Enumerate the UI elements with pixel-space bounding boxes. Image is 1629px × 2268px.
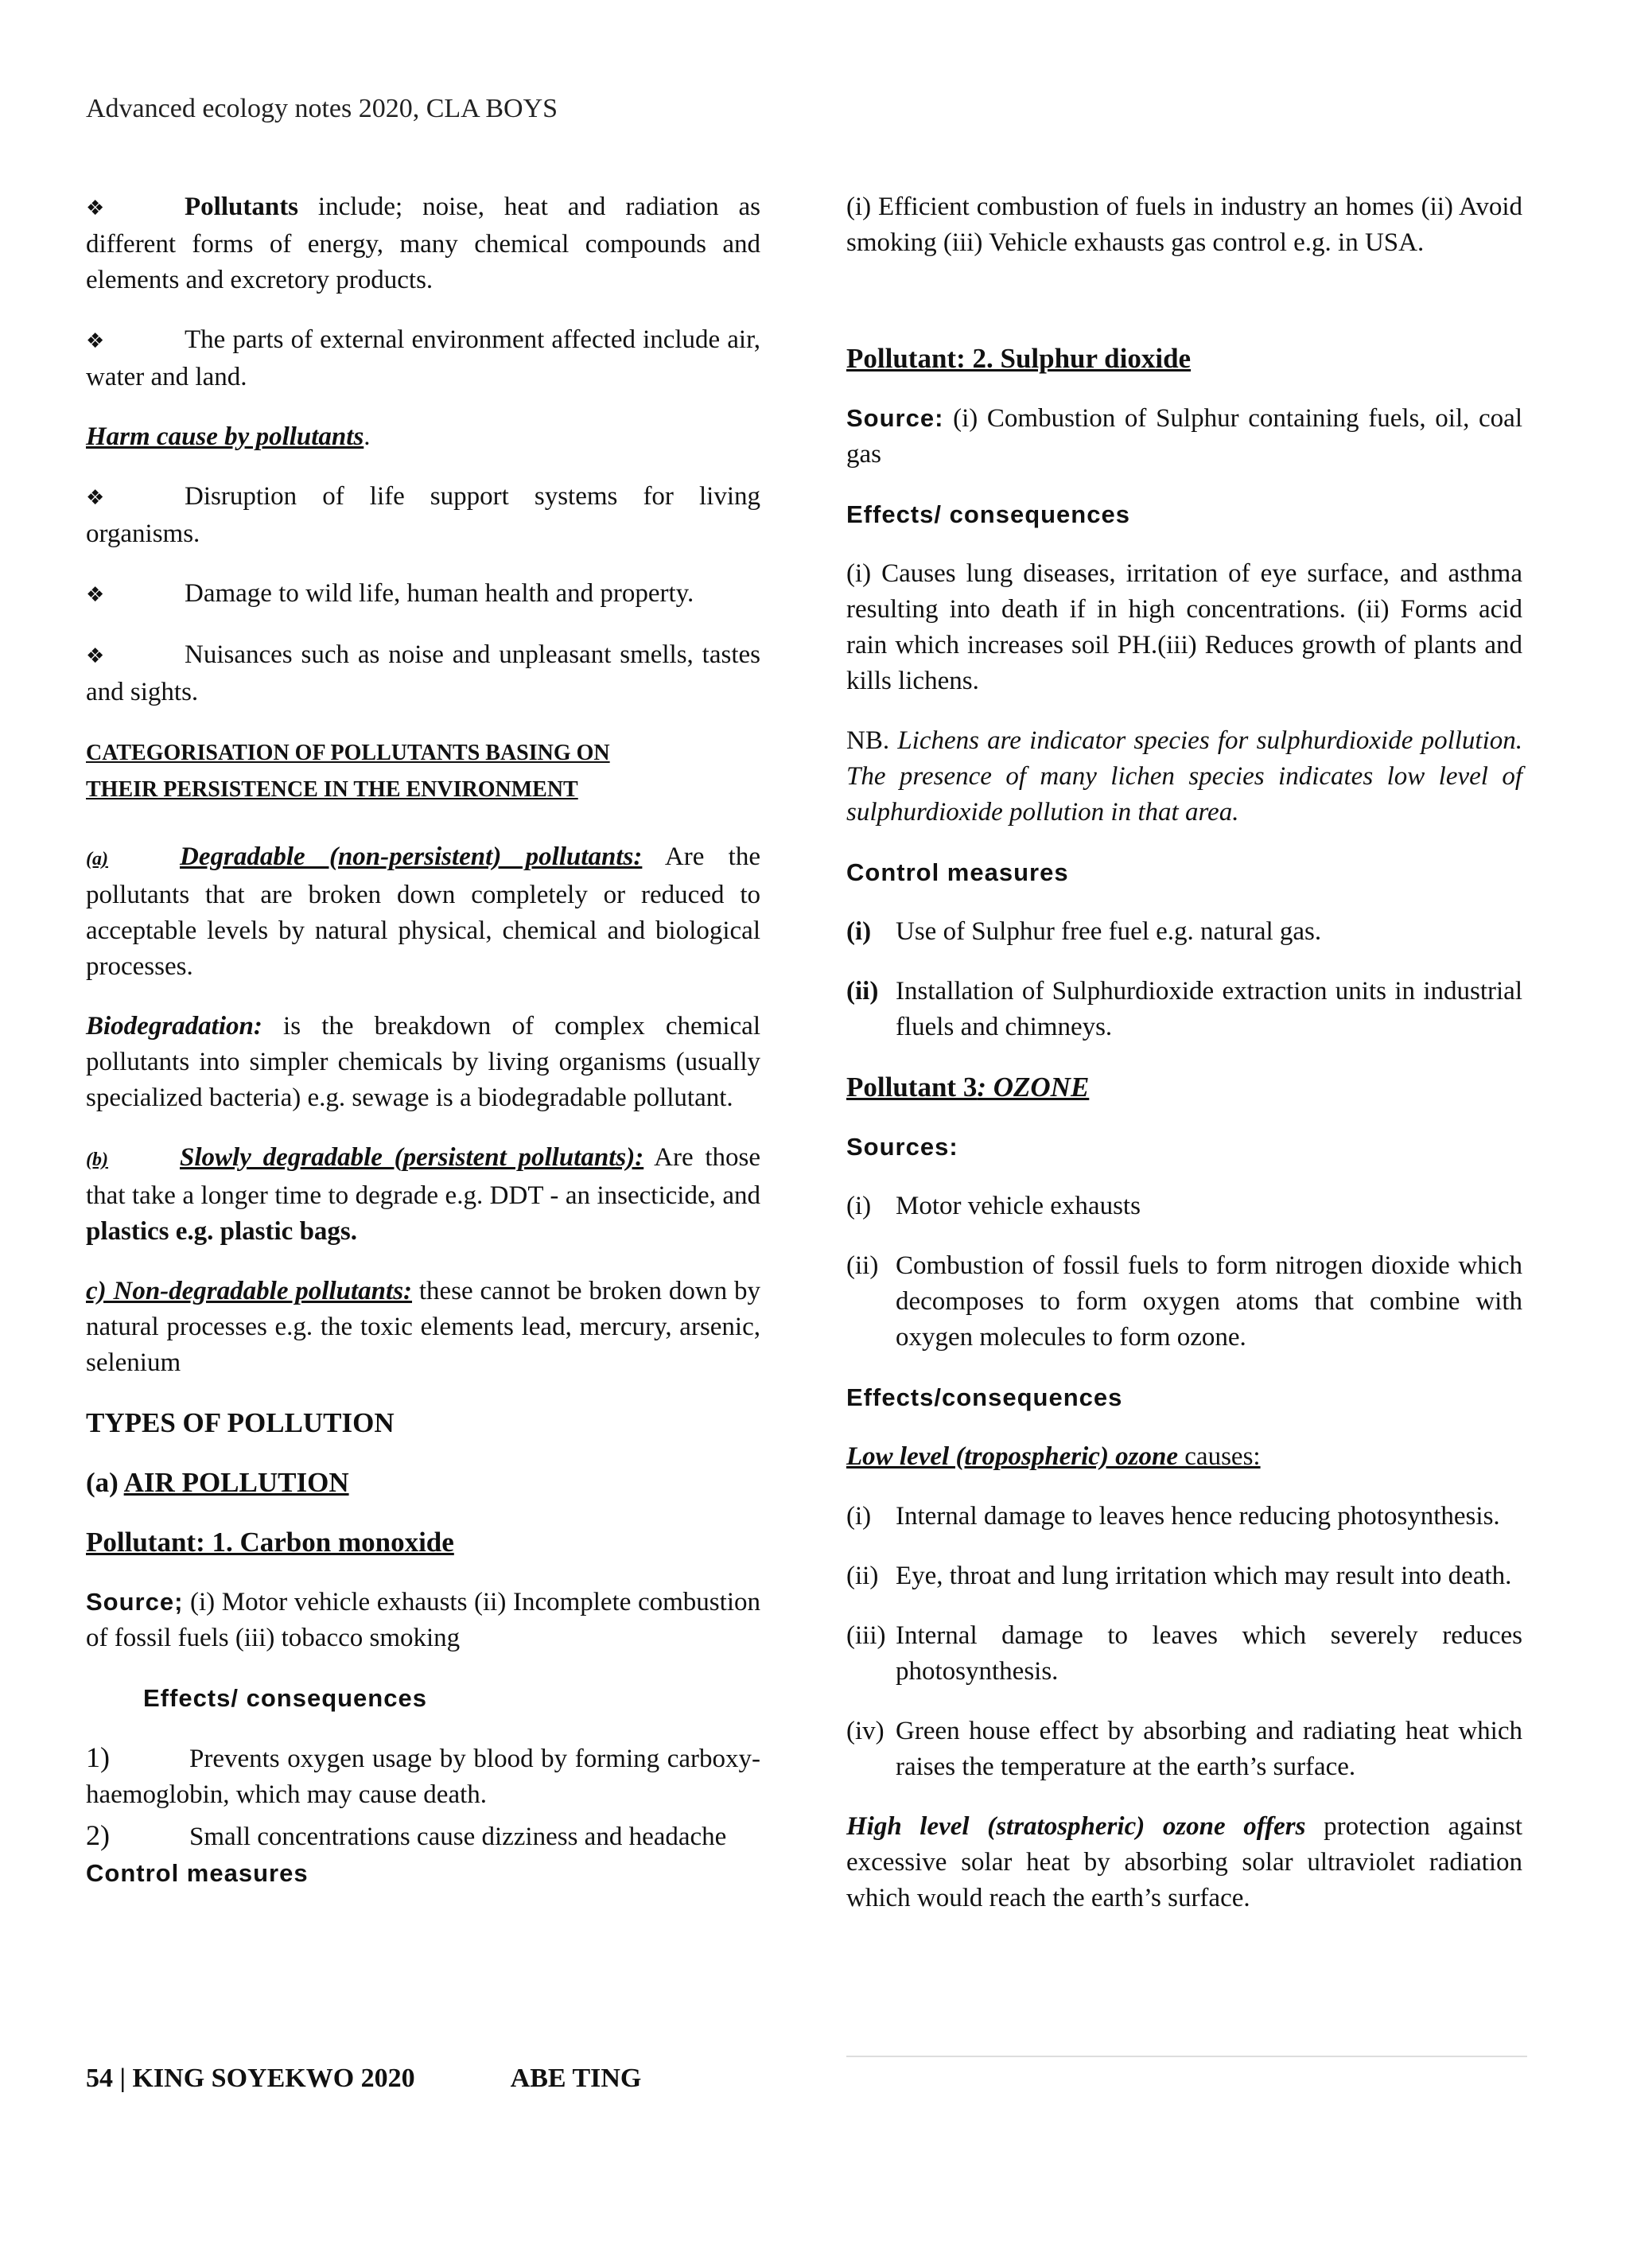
harm-item: ❖ Nuisances such as noise and unpleasant smells, tastes and sights. — [86, 640, 760, 706]
sulphur-dioxide-heading: Pollutant: 2. Sulphur dioxide — [846, 343, 1192, 374]
footer-page-info: 54 | KING SOYEKWO 2020 — [86, 2064, 415, 2093]
diamond-bullet-icon: ❖ — [86, 486, 105, 510]
harm-item: ❖ Disruption of life support systems for living organisms. — [86, 482, 760, 548]
pollutants-paragraph: ❖ Pollutants include; noise, heat and radiation as different forms of energy, many chemical compounds and elements and excretory products. — [86, 193, 760, 294]
low-level-ozone-heading: Low level (tropospheric) ozone causes: — [846, 1442, 1261, 1471]
diamond-bullet-icon: ❖ — [86, 583, 105, 607]
ozone-source-item: (ii) Combustion of fossil fuels to form nitrogen dioxide which decomposes to form oxygen atoms that combine with oxygen molecules to form ozone. — [846, 1251, 1522, 1352]
degradable-paragraph: (a) Degradable (non-persistent) pollutants: Are the pollutants that are broken down completely or reduced to acceptable levels by natural physical, chemical and biological processes. — [86, 842, 761, 981]
categorisation-heading: CATEGORISATION OF POLLUTANTS BASING ON THEIR PERSISTENCE IN THE ENVIRONMENT — [86, 741, 610, 802]
nb-paragraph: NB. Lichens are indicator species for sulphurdioxide pollution. The presence of many lichen species indicates low level of sulphurdioxide pollution in that area. — [846, 726, 1523, 827]
diamond-bullet-icon: ❖ — [86, 329, 105, 353]
slowly-degradable-paragraph: (b) Slowly degradable (persistent pollutants): Are those that take a longer time to degrade e.g. DDT - an insecticide, and plastics e.g. plastic bags. — [86, 1143, 760, 1246]
co-source-paragraph: Source; (i) Motor vehicle exhausts (ii) Incomplete combustion of fossil fuels (iii) tobacco smoking — [86, 1588, 760, 1652]
so2-control-item: (ii) Installation of Sulphurdioxide extraction units in industrial fluels and chimneys. — [846, 977, 1522, 1041]
types-heading: TYPES OF POLLUTION — [86, 1407, 395, 1438]
low-level-item: (iii) Internal damage to leaves which severely reduces photosynthesis. — [846, 1621, 1522, 1686]
low-level-item: (iv) Green house effect by absorbing and radiating heat which raises the temperature at the earth’s surface. — [846, 1717, 1522, 1781]
right-column — [846, 189, 1522, 1940]
so2-control-heading: Control measures — [846, 858, 1069, 886]
air-pollution-heading: (a) AIR POLLUTION — [86, 1467, 349, 1498]
page-header: Advanced ecology notes 2020, CLA BOYS — [86, 94, 558, 123]
so2-source-paragraph: Source: (i) Combustion of Sulphur containing fuels, oil, coal gas — [846, 404, 1522, 469]
co-effects-heading: Effects/ consequences — [143, 1684, 427, 1712]
ozone-source-item: (i) Motor vehicle exhausts — [846, 1192, 1141, 1220]
low-level-item: (ii) Eye, throat and lung irritation which may result into death. — [846, 1562, 1512, 1590]
non-degradable-paragraph: c) Non-degradable pollutants: these cannot be broken down by natural processes e.g. the toxic elements lead, mercury, arsenic, selenium — [86, 1277, 760, 1377]
co-effect-2: 2) Small concentrations cause dizziness and headache — [86, 1819, 727, 1851]
ozone-heading: Pollutant 3: OZONE — [846, 1072, 1090, 1103]
high-level-ozone-paragraph: High level (stratospheric) ozone offers protection against excessive solar heat by absorbing solar ultraviolet radiation which would reach the earth’s surface. — [846, 1812, 1522, 1912]
ozone-sources-heading: Sources: — [846, 1133, 958, 1161]
so2-effects-text: (i) Causes lung diseases, irritation of eye surface, and asthma resulting into death if in high concentrations. (ii) Forms acid rain which increases soil PH.(iii) Reduces growth of plants and kills lichens. — [846, 559, 1522, 695]
environment-paragraph: ❖ The parts of external environment affected include air, water and land. — [86, 325, 760, 391]
co-effect-1: 1) Prevents oxygen usage by blood by forming carboxy-haemoglobin, which may cause death. — [86, 1741, 760, 1809]
page-footer — [86, 2064, 641, 2094]
footer-divider — [846, 2056, 1527, 2057]
ozone-effects-heading: Effects/consequences — [846, 1383, 1123, 1411]
footer-author: ABE TING — [510, 2064, 642, 2093]
so2-effects-heading: Effects/ consequences — [846, 500, 1130, 528]
so2-control-item: (i) Use of Sulphur free fuel e.g. natural gas. — [846, 917, 1322, 946]
harm-item: ❖ Damage to wild life, human health and property. — [86, 576, 760, 613]
low-level-item: (i) Internal damage to leaves hence reducing photosynthesis. — [846, 1502, 1500, 1531]
biodegradation-paragraph: Biodegradation: is the breakdown of complex chemical pollutants into simpler chemicals by living organisms (usually specialized bacteria) e.g. sewage is a biodegradable pollutant. — [86, 1012, 760, 1112]
co-control-text: (i) Efficient combustion of fuels in industry an homes (ii) Avoid smoking (iii) Vehicle exhausts gas control e.g. in USA. — [846, 193, 1522, 257]
carbon-monoxide-heading: Pollutant: 1. Carbon monoxide — [86, 1527, 454, 1558]
left-column — [86, 189, 760, 1891]
diamond-bullet-icon: ❖ — [86, 196, 105, 220]
co-control-heading: Control measures — [86, 1859, 309, 1887]
diamond-bullet-icon: ❖ — [86, 644, 105, 668]
harm-heading: Harm cause by pollutants. — [86, 422, 371, 451]
